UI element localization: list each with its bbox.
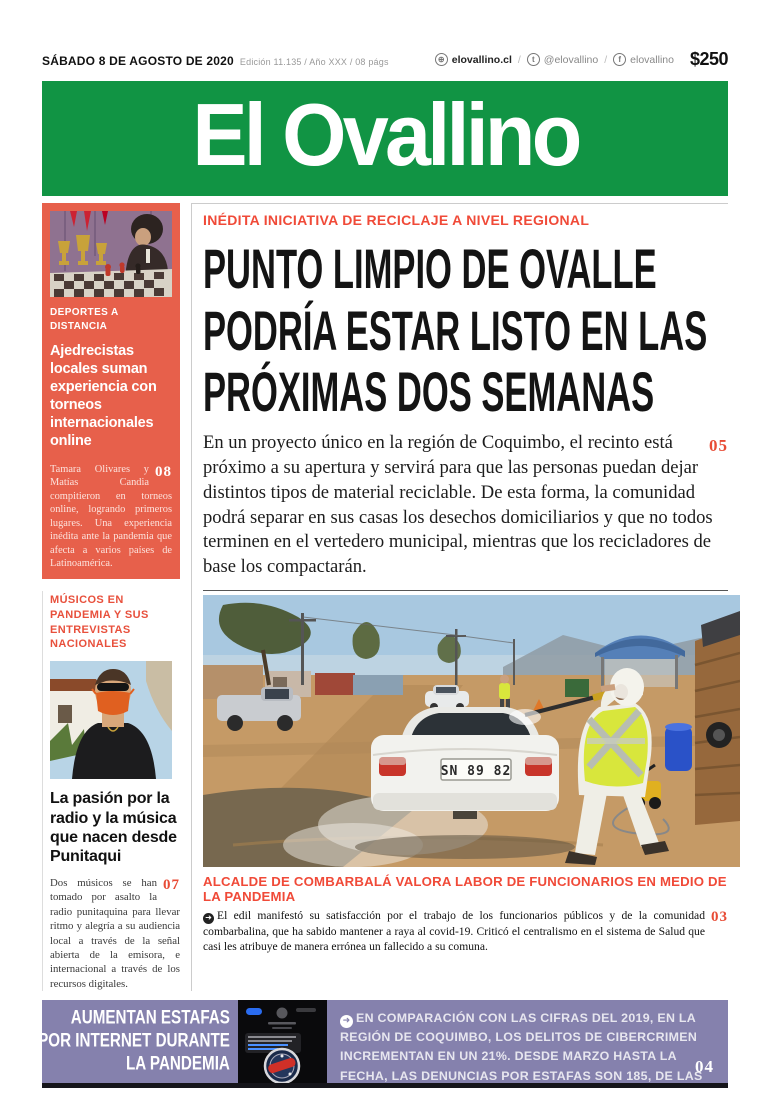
- contact-strip: [435, 49, 728, 70]
- disinfection-photo: [203, 595, 740, 867]
- banner-title-line-1: AUMENTAN ESTAFAS: [70, 1006, 230, 1029]
- masthead: [42, 81, 728, 196]
- lede-paragraph: 05 En un proyecto único en la región de Coquimbo, el recinto está próximo a su apertura y servirá para que las personas puedan dejar distintos tipos de material reciclable. De esta forma, la comunidad podrá separar en sus casas los desechos domiciliarios y que no todos terminen en el vertedero municipal, mientras que los recicladores de base los compactarán.: [203, 431, 728, 578]
- main-article: [191, 203, 728, 991]
- banner-phone-photo: [238, 1000, 327, 1083]
- sidebar-article-music[interactable]: [42, 591, 180, 991]
- facebook-link[interactable]: [613, 53, 674, 66]
- front-page: [38, 48, 728, 1102]
- svg-text:SN 89 82: SN 89 82: [440, 764, 512, 780]
- caption-title: ALCALDE DE COMBARBALÁ VALORA LABOR DE FUNCIONARIOS EN MEDIO DE LA PANDEMIA: [203, 874, 727, 905]
- price-tag: $250: [689, 49, 728, 69]
- edition-text: Edición 11.135 / Año XXX / 08 págs: [239, 57, 389, 67]
- banner-title-line-2: POR INTERNET DURANTE: [38, 1029, 230, 1052]
- main-headline[interactable]: [203, 238, 740, 423]
- page-number: 07: [163, 877, 180, 894]
- kicker: INÉDITA INICIATIVA DE RECICLAJE A NIVEL REGIONAL: [203, 212, 590, 228]
- banner-text: ➜ EN COMPARACIÓN CON LAS CIFRAS DEL 2019, EN LA REGIÓN DE COQUIMBO, LOS DELITOS DE CIBERCRIMEN INCREMENTAN EN UN 21%. DESDE MARZO HASTA LA FECHA, LAS DENUNCIAS POR ESTAFAS SON 185, DE LAS CUALES 119 FUERON A TRAVÉS DE INTERNET.: [340, 1010, 703, 1102]
- headline-line-3: PRÓXIMAS DOS SEMANAS: [203, 360, 655, 424]
- headline-line-2: PODRÍA ESTAR LISTO EN LAS: [203, 298, 708, 362]
- page-number: 08: [155, 463, 172, 480]
- section-label-music: MÚSICOS EN PANDEMIA Y SUS ENTREVISTAS NACIONALES: [50, 593, 149, 651]
- chess-player-photo: [50, 211, 172, 297]
- divider: [203, 590, 728, 591]
- newspaper-title: El Ovallino: [191, 84, 579, 184]
- separator: /: [517, 53, 521, 66]
- music-summary: 07 Dos músicos se han tomado por asalto la radio punitaquina para llevar ritmo y alegría a su audiencia local a través de la señal abierta de la emisora, e internacional a través de los recursos digitales.: [50, 877, 180, 990]
- banner-title: [38, 1007, 230, 1076]
- page-number: 03: [711, 909, 728, 926]
- globe-icon: ⊕: [435, 53, 448, 66]
- sports-headline[interactable]: Ajedrecistas locales suman experiencia con torneos internacionales online: [50, 343, 157, 449]
- twitter-handle: @elovallino: [543, 53, 599, 66]
- dateline: [42, 52, 389, 70]
- music-headline[interactable]: La pasión por la radio y la música que nacen desde Punitaqui: [50, 790, 177, 865]
- twitter-link[interactable]: [527, 53, 598, 66]
- arrow-bullet-icon: ➜: [340, 1015, 353, 1028]
- section-label-sports: DEPORTES A DISTANCIA: [50, 307, 119, 332]
- banner-title-wrap: [38, 1000, 238, 1083]
- arrow-bullet-icon: ➜: [203, 913, 214, 924]
- facebook-icon: f: [613, 53, 626, 66]
- date-text: SÁBADO 8 DE AGOSTO DE 2020: [42, 54, 234, 68]
- sidebar-article-sports[interactable]: [42, 203, 180, 579]
- top-bar: [42, 48, 728, 70]
- musician-photo: [50, 661, 172, 779]
- sidebar: [42, 203, 180, 991]
- bottom-banner-article[interactable]: [38, 1000, 728, 1102]
- content-area: [42, 203, 728, 991]
- page-number: 05: [709, 435, 728, 455]
- website-text: elovallino.cl: [451, 53, 512, 66]
- twitter-icon: t: [527, 53, 540, 66]
- page-number: 04: [695, 1056, 714, 1076]
- facebook-handle: elovallino: [630, 53, 674, 66]
- separator: /: [604, 53, 608, 66]
- website-link[interactable]: [435, 53, 512, 66]
- banner-title-line-3: LA PANDEMIA: [126, 1052, 230, 1075]
- caption-text: 03 ➜ El edil manifestó su satisfacción por el trabajo de los funcionarios públicos y de la comunidad combarbalina, que ha sabido mantener a raya al covid-19. Criticó el centralismo en el sistema de Salud que casi les atribuye de manera errónea un fallecido a su comuna.: [203, 909, 728, 953]
- headline-line-1: PUNTO LIMPIO DE OVALLE: [203, 237, 657, 300]
- sports-summary: 08 Tamara Olivares y Matías Candia compitieron en torneos online, logrando primeros lugares. Una experiencia inédita ante la pandemia que afecta a varios países de Latinoamérica.: [50, 463, 172, 570]
